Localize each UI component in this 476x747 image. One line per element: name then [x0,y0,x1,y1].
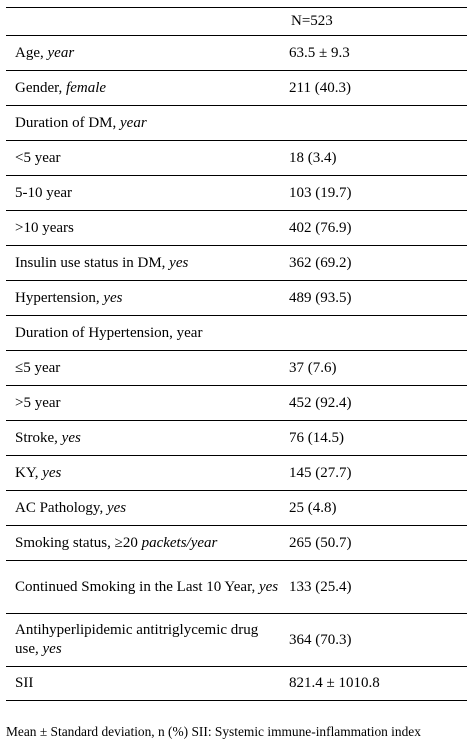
row-label-text: Stroke, [15,429,62,446]
table-row [6,71,467,106]
row-label-text: <5 year [15,149,61,166]
row-label-text: 5-10 year [15,184,73,201]
table-row [6,614,467,667]
row-label-unit: yes [42,464,62,481]
row-label-unit: yes [103,289,123,306]
row-label-cell [6,499,283,518]
row-label-text: ≤5 year [15,359,61,376]
row-label-text: Continued Smoking in the Last 10 Year, [15,578,259,595]
row-label-cell [6,184,283,203]
table-row [6,421,467,456]
characteristics-table [6,7,467,701]
table-row [6,561,467,614]
table-row [6,176,467,211]
row-value-cell: 145 (27.7) [289,464,352,481]
table-row [6,106,467,141]
row-value-cell: 364 (70.3) [289,631,352,648]
row-label-cell [6,578,283,597]
table-row [6,36,467,71]
row-label-cell [6,674,283,693]
table-row [6,526,467,561]
row-value-cell: 821.4 ± 1010.8 [289,675,380,691]
table-body [6,36,467,701]
row-value-cell: 489 (93.5) [289,289,352,306]
row-label-text: Gender, [15,79,67,96]
row-label-text: KY, [15,464,43,481]
row-value-cell: 265 (50.7) [289,534,352,551]
row-label-unit: yes [258,578,279,595]
row-label-text: Duration of Hypertension, year [15,324,203,341]
table-row [6,456,467,491]
row-label-cell [6,254,283,273]
row-value-cell: 402 (76.9) [289,219,352,236]
row-value-cell: 452 (92.4) [289,394,352,411]
table-row [6,281,467,316]
row-label-unit: yes [169,254,189,271]
table-row [6,141,467,176]
row-label-cell [6,219,283,238]
row-label-cell [6,114,283,133]
table-row [6,211,467,246]
table-row [6,316,467,351]
row-value-cell: 362 (69.2) [289,254,352,271]
table-row [6,386,467,421]
row-label-cell [6,79,283,98]
row-label-text: >5 year [15,394,61,411]
row-label-cell [6,289,283,308]
row-label-text: Duration of DM, [15,114,120,131]
row-label-unit: packets/year [141,534,218,551]
row-label-cell [6,464,283,483]
row-value-cell: 211 (40.3) [289,79,351,96]
table-row [6,491,467,526]
row-value-cell: 37 (7.6) [289,359,337,376]
table-row [6,667,467,701]
row-label-text: AC Pathology, [15,499,107,516]
row-value-cell: 133 (25.4) [289,578,352,595]
row-value-cell: 63.5 ± 9.3 [289,44,350,61]
row-value-cell: 76 (14.5) [289,429,344,446]
row-label-unit: yes [42,641,62,657]
row-label-cell [6,44,283,63]
row-label-text: Age, [15,44,48,61]
table-row [6,246,467,281]
row-label-text: >10 years [15,219,74,236]
row-label-cell [6,429,283,448]
row-label-cell [6,394,283,413]
row-label-cell [6,534,283,553]
row-label-cell [6,324,283,343]
row-label-text: SII [15,675,34,691]
row-label-text: Hypertension, [15,289,104,306]
row-label-unit: yes [106,499,127,516]
row-label-text: Antihyperlipidemic antitriglycemic drug use, [15,622,259,657]
table-header-row [6,7,467,36]
table-footnote: Mean ± Standard deviation, n (%) SII: Systemic immune-inflammation index [6,724,421,739]
header-n-cell: N=523 [291,13,333,29]
row-label-unit: year [47,44,75,61]
row-value-cell: 103 (19.7) [289,184,352,201]
row-label-text: Insulin use status in DM, [15,254,170,271]
row-label-cell [6,621,283,659]
row-label-text: Smoking status, ≥20 [15,534,142,551]
row-label-unit: yes [61,429,81,446]
row-label-cell [6,359,283,378]
row-label-unit: year [120,114,147,131]
row-label-unit: female [66,79,107,96]
table-row [6,351,467,386]
row-value-cell: 18 (3.4) [289,149,337,166]
row-label-cell [6,149,283,168]
row-value-cell: 25 (4.8) [289,499,337,516]
